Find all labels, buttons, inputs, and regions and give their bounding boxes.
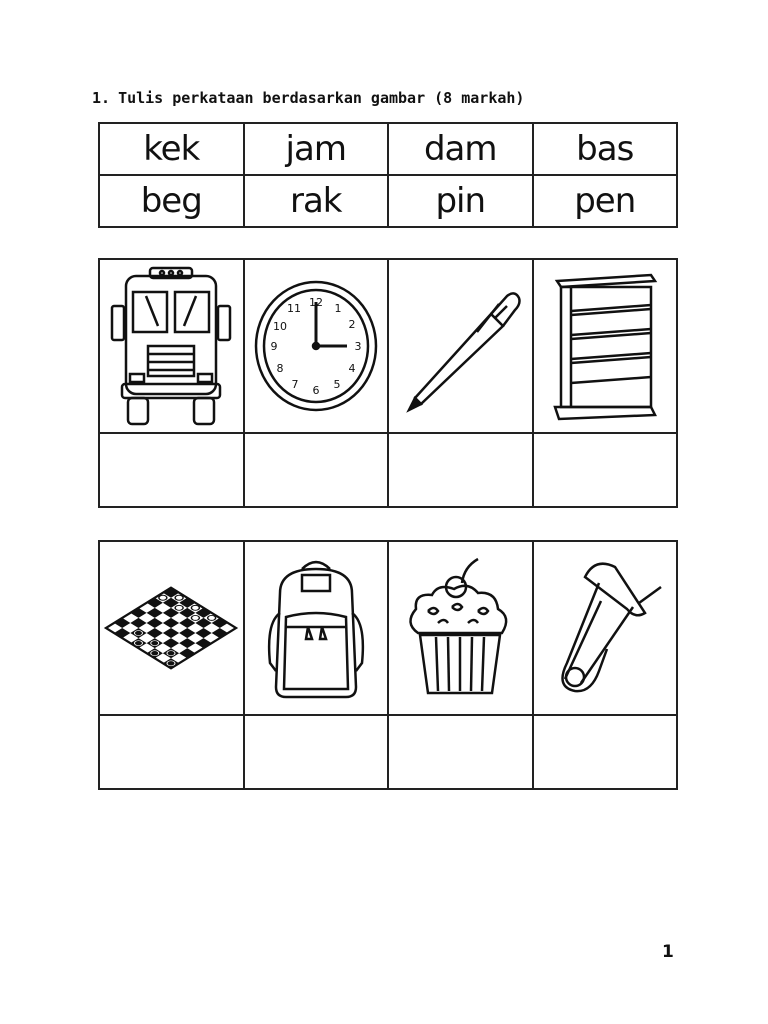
- clock-number-11: 11: [286, 302, 301, 315]
- safety-pin-icon: [545, 553, 665, 703]
- picture-cell-backpack: [244, 541, 389, 715]
- answer-row-1: [99, 433, 677, 507]
- picture-cell-bus: [99, 259, 244, 433]
- picture-cell-cupcake: [388, 541, 533, 715]
- clock-number-4: 4: [348, 362, 356, 375]
- clock-number-1: 1: [334, 302, 342, 315]
- answer-box-clock[interactable]: [244, 433, 389, 507]
- picture-cell-clock: [244, 259, 389, 433]
- question-number: 1.: [92, 89, 111, 107]
- answer-box-bookshelf[interactable]: [533, 433, 678, 507]
- answer-box-safety-pin[interactable]: [533, 715, 678, 789]
- pen-icon: [395, 276, 525, 416]
- clock-number-8: 8: [276, 362, 284, 375]
- question-heading: [92, 89, 524, 107]
- answer-box-cupcake[interactable]: [388, 715, 533, 789]
- word-pin: pin: [388, 175, 533, 227]
- backpack-icon: [256, 553, 376, 703]
- clock-number-12: 12: [308, 296, 323, 309]
- answer-box-checkerboard[interactable]: [99, 715, 244, 789]
- clock-number-6: 6: [312, 384, 320, 397]
- question-text: Tulis perkataan berdasarkan gambar (8 markah): [118, 89, 525, 107]
- word-bas: bas: [533, 123, 678, 175]
- word-kek: kek: [99, 123, 244, 175]
- word-dam: dam: [388, 123, 533, 175]
- clock-number-7: 7: [291, 378, 299, 391]
- picture-table-1: [98, 258, 678, 508]
- word-jam: jam: [244, 123, 389, 175]
- answer-box-backpack[interactable]: [244, 715, 389, 789]
- clock-number-9: 9: [270, 340, 278, 353]
- clock-number-2: 2: [348, 318, 356, 331]
- picture-cell-safety-pin: [533, 541, 678, 715]
- word-bank-row-2: [99, 175, 677, 227]
- checkerboard-icon: [103, 568, 239, 688]
- picture-cell-bookshelf: [533, 259, 678, 433]
- picture-table-2: [98, 540, 678, 790]
- picture-cell-checkerboard: [99, 541, 244, 715]
- answer-box-pen[interactable]: [388, 433, 533, 507]
- cupcake-icon: [398, 553, 522, 703]
- picture-cell-pen: [388, 259, 533, 433]
- word-bank-row-1: [99, 123, 677, 175]
- picture-row-2: [99, 541, 677, 715]
- bus-icon: [106, 266, 236, 426]
- answer-row-2: [99, 715, 677, 789]
- word-beg: beg: [99, 175, 244, 227]
- page-number: 1: [662, 942, 674, 962]
- clock-icon: [251, 276, 381, 416]
- picture-row-1: [99, 259, 677, 433]
- word-bank-table: [98, 122, 678, 228]
- clock-number-3: 3: [354, 340, 362, 353]
- clock-number-5: 5: [333, 378, 341, 391]
- word-pen: pen: [533, 175, 678, 227]
- answer-box-bus[interactable]: [99, 433, 244, 507]
- bookshelf-icon: [545, 271, 665, 421]
- word-rak: rak: [244, 175, 389, 227]
- clock-number-10: 10: [272, 320, 287, 333]
